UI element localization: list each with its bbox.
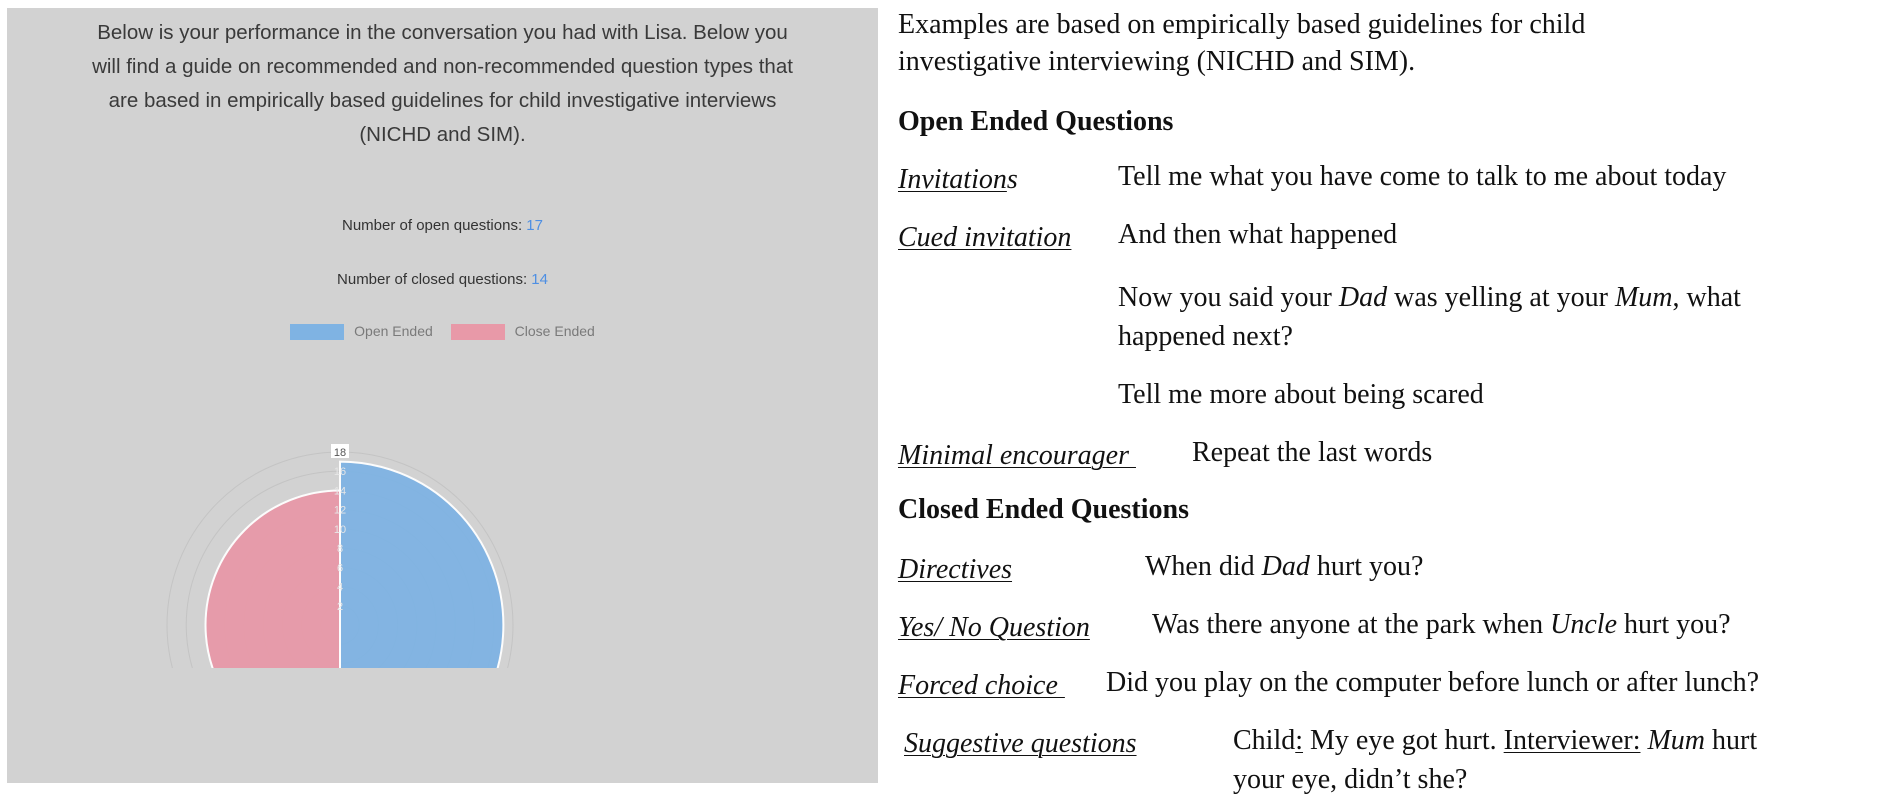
term-suggestive: Suggestive questions [904, 728, 1137, 759]
text-span: My eye got hurt. [1303, 725, 1504, 756]
polar-area-chart [7, 348, 878, 668]
closed-count-label: Number of closed questions: [337, 271, 528, 288]
term-cued-invitation: Cued invitation [898, 222, 1072, 253]
term-invitations-main: Invitation [898, 164, 1007, 195]
example-suggestive [1233, 722, 1757, 759]
intro-line: Below is your performance in the conversation you had with Lisa. Below you [97, 21, 788, 44]
text-span: Dad [1261, 551, 1310, 582]
results-panel [7, 8, 878, 783]
tick-label: 16 [333, 466, 347, 479]
open-count-value: 17 [526, 217, 543, 234]
open-count-label: Number of open questions: [342, 217, 523, 234]
chart-legend [7, 322, 878, 340]
text-span: hurt you? [1617, 609, 1731, 640]
example-cued-3: Tell me more about being scared [1118, 379, 1484, 410]
guide-intro [898, 6, 1585, 80]
chart-slice-close-ended [206, 490, 340, 668]
guide-intro-line: investigative interviewing (NICHD and SIM). [898, 46, 1416, 77]
term-minimal-encourager: Minimal encourager [898, 440, 1136, 471]
legend-swatch-open [290, 324, 344, 340]
intro-line: will find a guide on recommended and non-recommended question types that [92, 55, 793, 78]
legend-label-closed: Close Ended [514, 322, 595, 339]
tick-label: 10 [333, 523, 347, 536]
tick-label: 4 [336, 581, 344, 594]
closed-count-value: 14 [531, 271, 548, 288]
tick-label: 12 [333, 504, 347, 517]
text-span: , what [1672, 282, 1741, 313]
example-cued-1: And then what happened [1118, 219, 1398, 250]
text-span: Interviewer: [1503, 725, 1641, 756]
example-directives [1145, 548, 1423, 585]
example-suggestive-line2: your eye, didn’t she? [1233, 764, 1468, 795]
closed-question-count [7, 271, 878, 288]
chart-slice-open-ended [340, 462, 503, 668]
tick-label: 14 [333, 485, 347, 498]
legend-item-closed[interactable] [451, 323, 595, 340]
term-forced-choice: Forced choice [898, 670, 1065, 701]
text-span: hurt [1705, 725, 1758, 756]
tick-label: 8 [336, 543, 344, 556]
intro-text [29, 16, 856, 152]
text-span: : [1295, 725, 1304, 756]
example-invitations: Tell me what you have come to talk to me about today [1118, 161, 1727, 192]
example-forced-choice: Did you play on the computer before lunch or after lunch? [1106, 667, 1760, 698]
closed-ended-heading: Closed Ended Questions [898, 494, 1189, 525]
example-yes-no [1152, 606, 1731, 643]
guide-intro-line: Examples are based on empirically based guidelines for child [898, 9, 1586, 40]
text-span: Child [1233, 725, 1296, 756]
example-cued-2-line2: happened next? [1118, 321, 1293, 352]
legend-label-open: Open Ended [354, 322, 433, 339]
intro-line: are based in empirically based guidelines for child investigative interviews [108, 89, 777, 112]
question-guide [898, 0, 1902, 808]
term-yes-no: Yes/ No Question [898, 612, 1090, 643]
text-span: Uncle [1550, 609, 1617, 640]
text-span: Mum [1614, 282, 1673, 313]
term-invitations [898, 164, 1018, 196]
text-span: hurt you? [1309, 551, 1424, 582]
intro-line: (NICHD and SIM). [359, 123, 526, 146]
text-span: Was there anyone at the park when [1152, 609, 1551, 640]
open-question-count [7, 217, 878, 234]
tick-label: 18 [333, 447, 347, 459]
text-span: When did [1145, 551, 1262, 582]
text-span: Mum [1647, 725, 1706, 756]
legend-item-open[interactable] [290, 323, 433, 340]
tick-label: 2 [336, 600, 344, 613]
tick-label: 6 [336, 562, 344, 575]
example-cued-2 [1118, 279, 1741, 316]
text-span: Now you said your [1118, 282, 1339, 313]
legend-swatch-closed [451, 324, 505, 340]
open-ended-heading: Open Ended Questions [898, 106, 1174, 137]
term-directives: Directives [898, 554, 1013, 585]
text-span: Dad [1338, 282, 1388, 313]
term-invitations-tail: s [1006, 164, 1018, 195]
example-minimal: Repeat the last words [1192, 437, 1433, 468]
text-span: was yelling at your [1387, 282, 1615, 313]
